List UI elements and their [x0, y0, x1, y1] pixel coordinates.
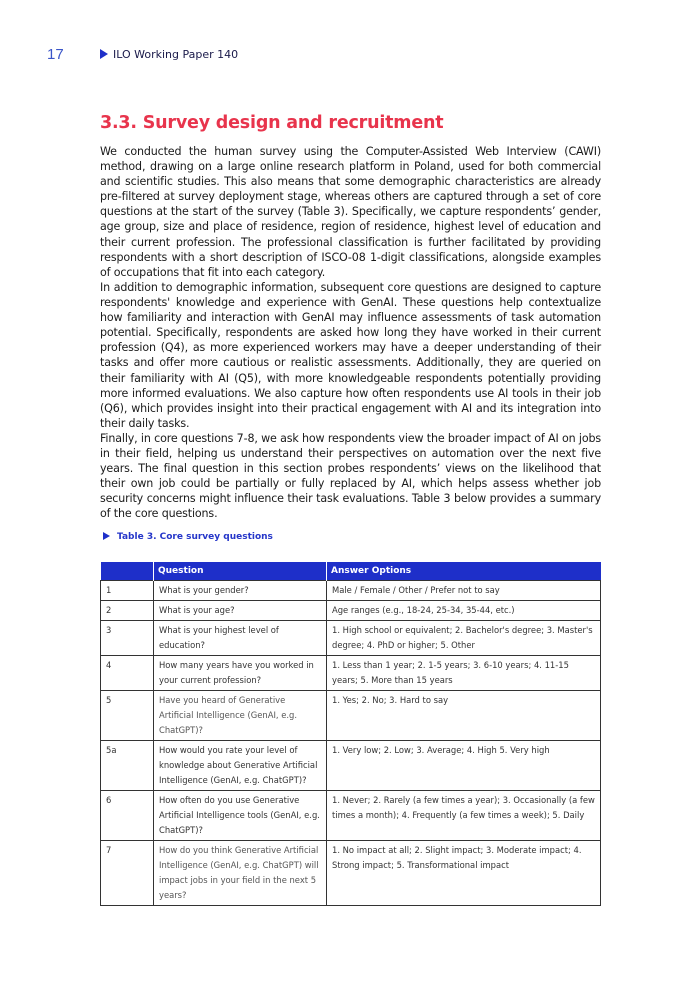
table-row [101, 656, 601, 691]
answer-options: 1. Very low; 2. Low; 3. Average; 4. High 5. Very high [327, 741, 601, 791]
paragraph-2: In addition to demographic information, subsequent core questions are designed to capture respondents' knowledge and experience with GenAI. These questions help contextualize how familiarity and interaction with GenAI may influence assessments of task automation potential. Specifically, respondents are asked how long they have worked in their current profession (Q4), as more experienced workers may have a deeper understanding of their tasks and offer more cautious or realistic assessments. Additionally, they are queried on their familiarity with AI (Q5), with more knowledgeable respondents potentially providing more informed evaluations. We also capture how often respondents use AI tools in their job (Q6), which provides insight into their practical engagement with AI and its integration into their daily tasks. [100, 281, 601, 430]
section-title: 3.3. Survey design and recruitment [100, 113, 444, 133]
table-row [101, 691, 601, 741]
question-text: What is your highest level of education? [154, 621, 327, 656]
column-header-id [101, 562, 154, 581]
table-row [101, 621, 601, 656]
question-id: 5 [101, 691, 154, 741]
question-id: 6 [101, 791, 154, 841]
core-survey-questions-table [100, 562, 601, 906]
question-id: 3 [101, 621, 154, 656]
answer-options: Age ranges (e.g., 18-24, 25-34, 35-44, etc.) [327, 601, 601, 621]
page-header [0, 46, 700, 66]
column-header-answer-options: Answer Options [327, 562, 601, 581]
question-text: What is your age? [154, 601, 327, 621]
answer-options: Male / Female / Other / Prefer not to say [327, 581, 601, 601]
triangle-bullet-icon [100, 49, 108, 59]
running-title [100, 48, 238, 61]
running-title-text: ILO Working Paper 140 [113, 48, 239, 61]
answer-options: 1. High school or equivalent; 2. Bachelor's degree; 3. Master's degree; 4. PhD or higher; 5. Other [327, 621, 601, 656]
question-id: 7 [101, 841, 154, 906]
table-caption-text: Table 3. Core survey questions [117, 532, 273, 542]
table-header-row [101, 562, 601, 581]
answer-options: 1. Less than 1 year; 2. 1-5 years; 3. 6-10 years; 4. 11-15 years; 5. More than 15 years [327, 656, 601, 691]
answer-options: 1. Yes; 2. No; 3. Hard to say [327, 691, 601, 741]
column-header-question: Question [154, 562, 327, 581]
paragraph-1: We conducted the human survey using the Computer-Assisted Web Interview (CAWI) method, drawing on a large online research platform in Poland, used for both commercial and scientific studies. This also means that some demographic characteristics are already pre-filtered at survey deployment stage, whereas others are captured through a set of core questions at the start of the survey (Table 3). Specifically, we capture respondents’ gender, age group, size and place of residence, region of residence, highest level of education and their current profession. The professional classification is further facilitated by providing respondents with a short description of ISCO-08 1-digit classifications, alongside examples of occupations that fit into each category. [100, 145, 601, 279]
triangle-bullet-icon [103, 532, 110, 540]
question-id: 2 [101, 601, 154, 621]
table-row [101, 841, 601, 906]
question-text: Have you heard of Generative Artificial Intelligence (GenAI, e.g. ChatGPT)? [154, 691, 327, 741]
table-row [101, 601, 601, 621]
table-row [101, 581, 601, 601]
question-id: 4 [101, 656, 154, 691]
question-id: 1 [101, 581, 154, 601]
question-text: What is your gender? [154, 581, 327, 601]
table-row [101, 741, 601, 791]
question-text: How often do you use Generative Artificial Intelligence tools (GenAI, e.g. ChatGPT)? [154, 791, 327, 841]
page-number: 17 [47, 46, 64, 63]
question-id: 5a [101, 741, 154, 791]
table-caption [103, 532, 273, 542]
question-text: How many years have you worked in your current profession? [154, 656, 327, 691]
question-text: How do you think Generative Artificial Intelligence (GenAI, e.g. ChatGPT) will impact jobs in your field in the next 5 years? [154, 841, 327, 906]
answer-options: 1. Never; 2. Rarely (a few times a year); 3. Occasionally (a few times a month); 4. Frequently (a few times a week); 5. Daily [327, 791, 601, 841]
question-text: How would you rate your level of knowledge about Generative Artificial Intelligence (GenAI, e.g. ChatGPT)? [154, 741, 327, 791]
paragraph-3: Finally, in core questions 7-8, we ask how respondents view the broader impact of AI on jobs in their field, helping us understand their perspectives on automation over the next five years. The final question in this section probes respondents’ views on the likelihood that their own job could be partially or fully replaced by AI, which helps assess whether job security concerns might influence their task evaluations. Table 3 below provides a summary of the core questions. [100, 432, 601, 521]
answer-options: 1. No impact at all; 2. Slight impact; 3. Moderate impact; 4. Strong impact; 5. Transformational impact [327, 841, 601, 906]
table-row [101, 791, 601, 841]
